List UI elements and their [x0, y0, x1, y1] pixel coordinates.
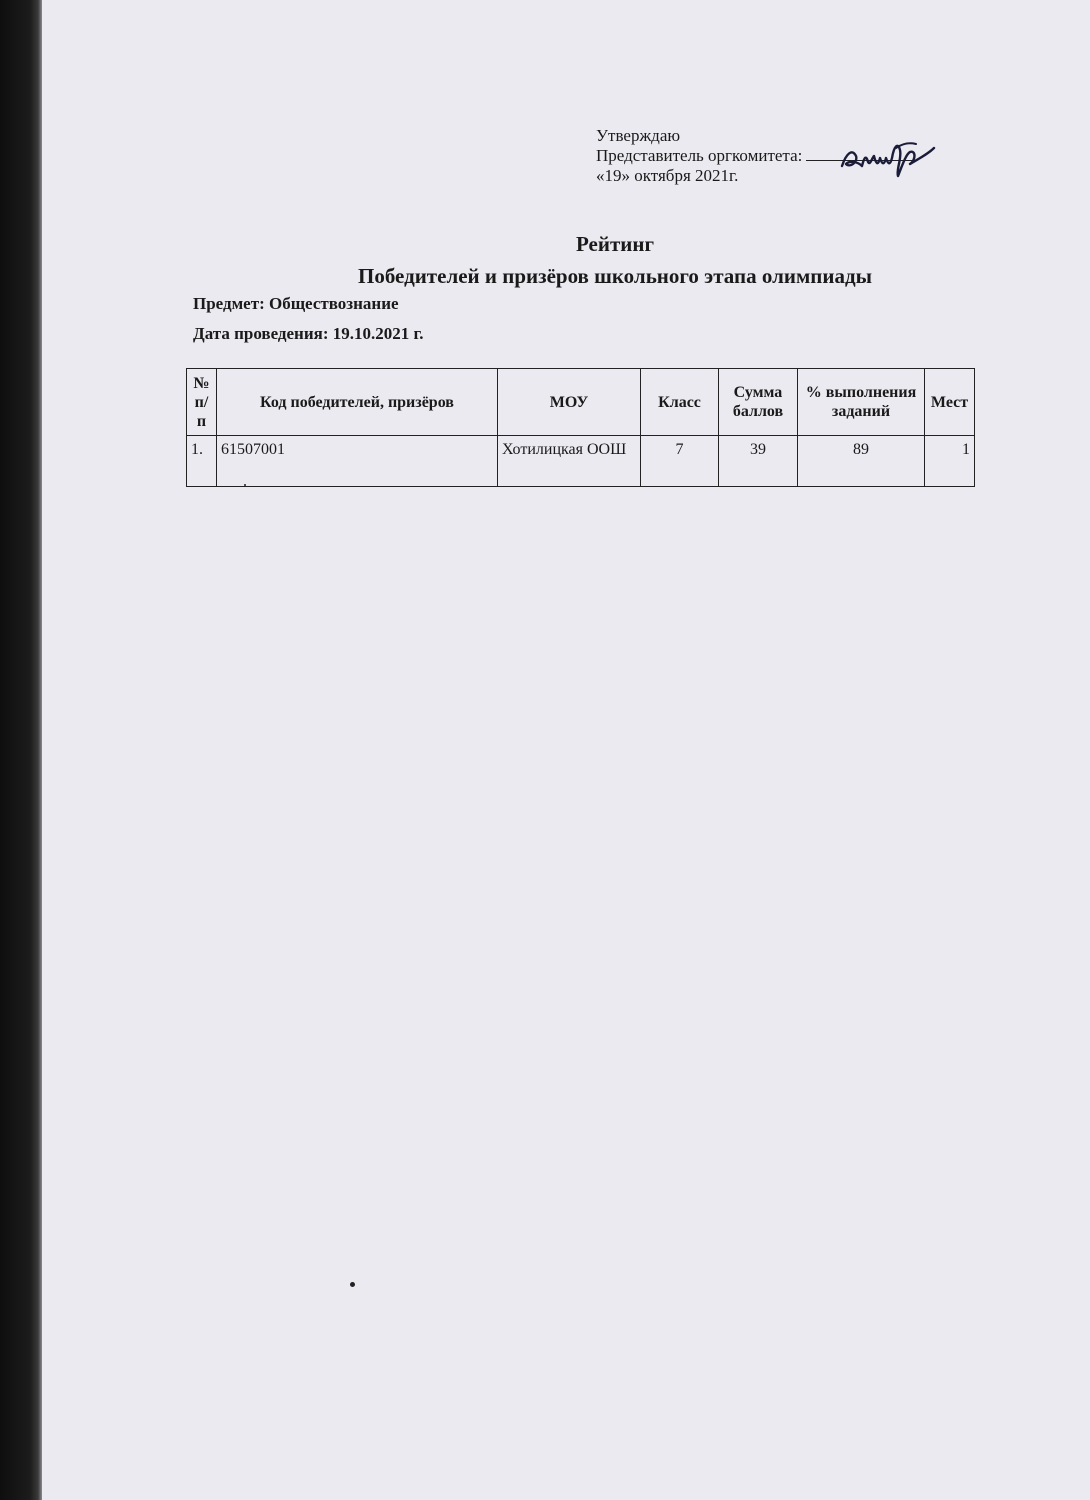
approval-heading: Утверждаю	[596, 126, 681, 145]
cell-code: 61507001	[217, 436, 498, 487]
cell-num: 1.	[187, 436, 217, 487]
table-header-row	[187, 369, 975, 436]
cell-mou: Хотилицкая ООШ	[498, 436, 641, 487]
cell-sum: 39	[719, 436, 798, 487]
header-mou: МОУ	[498, 369, 641, 436]
document-title: Рейтинг	[575, 232, 655, 256]
header-sum: Сумма баллов	[719, 369, 798, 436]
cell-place: 1	[925, 436, 975, 487]
scan-dark-edge	[0, 0, 42, 1500]
document-sheet	[42, 0, 1090, 1500]
date-line: Дата проведения: 19.10.2021 г.	[193, 324, 424, 343]
table-row	[187, 436, 975, 487]
scan-speck	[244, 484, 246, 486]
scan-speck	[350, 1282, 355, 1287]
header-class: Класс	[641, 369, 719, 436]
cell-class: 7	[641, 436, 719, 487]
document-subtitle: Победителей и призёров школьного этапа олимпиады	[357, 264, 873, 288]
approval-date: «19» октября 2021г.	[596, 166, 739, 185]
approval-representative: Представитель оргкомитета:	[596, 146, 803, 165]
header-code: Код победителей, призёров	[217, 369, 498, 436]
header-place: Мест	[925, 369, 975, 436]
subject-line: Предмет: Обществознание	[193, 294, 399, 313]
header-num: № п/п	[187, 369, 217, 436]
results-table	[186, 368, 975, 487]
header-percent: % выполнения заданий	[798, 369, 925, 436]
handwritten-signature	[836, 136, 946, 180]
cell-percent: 89	[798, 436, 925, 487]
